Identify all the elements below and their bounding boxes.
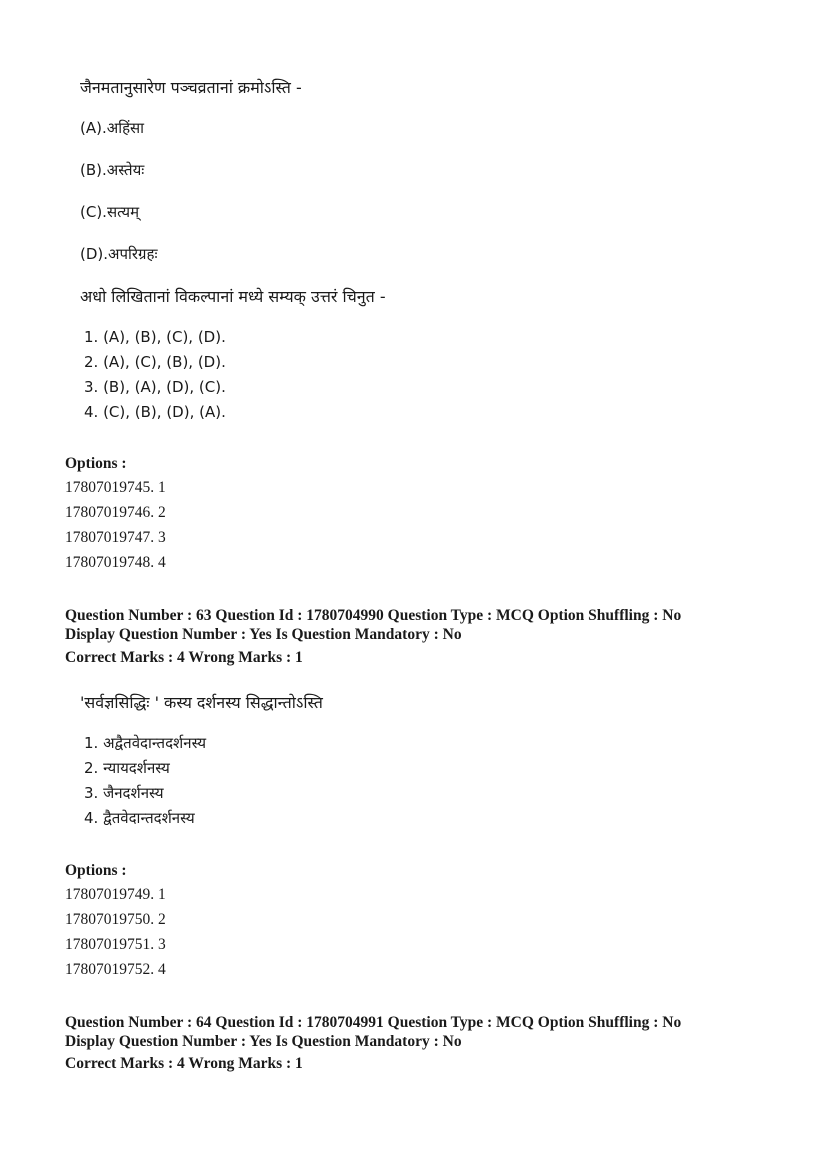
q63-meta-line2: Display Question Number : Yes Is Question Mandatory : No xyxy=(65,626,462,643)
q62-item-d: (D).अपरिग्रहः xyxy=(80,245,158,263)
q63-choice-2: 2. न्यायदर्शनस्य xyxy=(84,759,170,777)
q62-instruction: अधो लिखितानां विकल्पानां मध्ये सम्यक् उत्तरं चिनुत - xyxy=(80,287,386,306)
q64-meta-line2: Display Question Number : Yes Is Question Mandatory : No xyxy=(65,1033,462,1050)
q63-meta-line1: Question Number : 63 Question Id : 1780704990 Question Type : MCQ Option Shuffling : No xyxy=(65,607,682,624)
q63-choice-1: 1. अद्वैतवेदान्तदर्शनस्य xyxy=(84,734,207,752)
q63-choice-3: 3. जैनदर्शनस्य xyxy=(84,784,164,802)
q62-choice-2: 2. (A), (C), (B), (D). xyxy=(84,353,226,371)
q64-meta-line3: Correct Marks : 4 Wrong Marks : 1 xyxy=(65,1055,303,1072)
q62-choice-3: 3. (B), (A), (D), (C). xyxy=(84,378,226,396)
q63-option-3: 17807019751. 3 xyxy=(65,936,166,953)
q63-choice-4: 4. द्वैतवेदान्तदर्शनस्य xyxy=(84,809,195,827)
q62-stem: जैनमतानुसारेण पञ्चव्रतानां क्रमोऽस्ति - xyxy=(80,78,302,97)
q62-item-a: (A).अहिंसा xyxy=(80,119,145,137)
q63-meta-line3: Correct Marks : 4 Wrong Marks : 1 xyxy=(65,649,303,666)
q62-option-1: 17807019745. 1 xyxy=(65,479,166,496)
q63-stem: 'सर्वज्ञसिद्धिः ' कस्य दर्शनस्य सिद्धान्तोऽस्ति xyxy=(80,693,323,712)
q62-options-label: Options : xyxy=(65,455,127,472)
q63-option-2: 17807019750. 2 xyxy=(65,911,166,928)
q63-options-label: Options : xyxy=(65,862,127,879)
q62-option-4: 17807019748. 4 xyxy=(65,554,166,571)
q63-option-4: 17807019752. 4 xyxy=(65,961,166,978)
q62-item-c: (C).सत्यम् xyxy=(80,203,140,221)
q62-choice-4: 4. (C), (B), (D), (A). xyxy=(84,403,226,421)
q62-option-2: 17807019746. 2 xyxy=(65,504,166,521)
q63-option-1: 17807019749. 1 xyxy=(65,886,166,903)
q62-choice-1: 1. (A), (B), (C), (D). xyxy=(84,328,226,346)
q62-item-b: (B).अस्तेयः xyxy=(80,161,145,179)
q62-option-3: 17807019747. 3 xyxy=(65,529,166,546)
q64-meta-line1: Question Number : 64 Question Id : 1780704991 Question Type : MCQ Option Shuffling : No xyxy=(65,1014,682,1031)
